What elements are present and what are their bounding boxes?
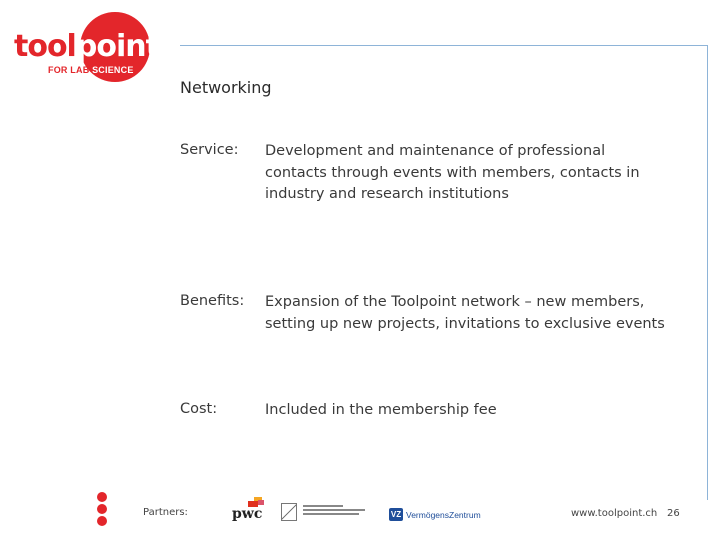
vermoegenszentrum-logo: [389, 508, 481, 522]
benefits-label: Benefits:: [180, 293, 245, 309]
red-dot-icon: [97, 504, 107, 514]
canton-zurich-logo-icon: [281, 503, 371, 523]
canton-text-lines: [303, 505, 369, 517]
logo-wordmark-part-1: tool: [14, 29, 76, 64]
logo-tagline: [48, 65, 134, 75]
red-dot-icon: [97, 516, 107, 526]
cost-label: Cost:: [180, 401, 218, 417]
logo-tagline-part-2: SCIENCE: [92, 65, 134, 75]
vz-wordmark: VermögensZentrum: [406, 510, 481, 520]
benefits-text: Expansion of the Toolpoint network – new members, setting up new projects, invitations to exclusive events: [265, 294, 665, 332]
cost-text: Included in the membership fee: [265, 402, 497, 418]
service-label: Service:: [180, 142, 239, 158]
vz-badge-icon: VZ: [390, 510, 402, 519]
frame-right-line: [707, 45, 708, 500]
pwc-wordmark: pwc: [232, 506, 263, 522]
red-dot-icon: [97, 492, 107, 502]
partners-label: Partners:: [143, 507, 188, 518]
website-url[interactable]: www.toolpoint.ch: [571, 508, 658, 519]
canton-emblem-icon: [281, 503, 297, 521]
page-number: 26: [667, 508, 680, 519]
logo-tagline-part-1: FOR LAB: [48, 65, 90, 75]
decorative-dots: [97, 492, 109, 528]
pwc-logo: [232, 497, 268, 523]
toolpoint-logo: [14, 10, 159, 86]
logo-wordmark: [14, 30, 159, 64]
frame-top-line: [180, 45, 708, 46]
service-text: Development and maintenance of professional contacts through events with members, contacts in industry and research institutions: [265, 143, 640, 202]
slide-title: Networking: [180, 78, 272, 97]
logo-wordmark-part-2: point: [75, 29, 159, 64]
